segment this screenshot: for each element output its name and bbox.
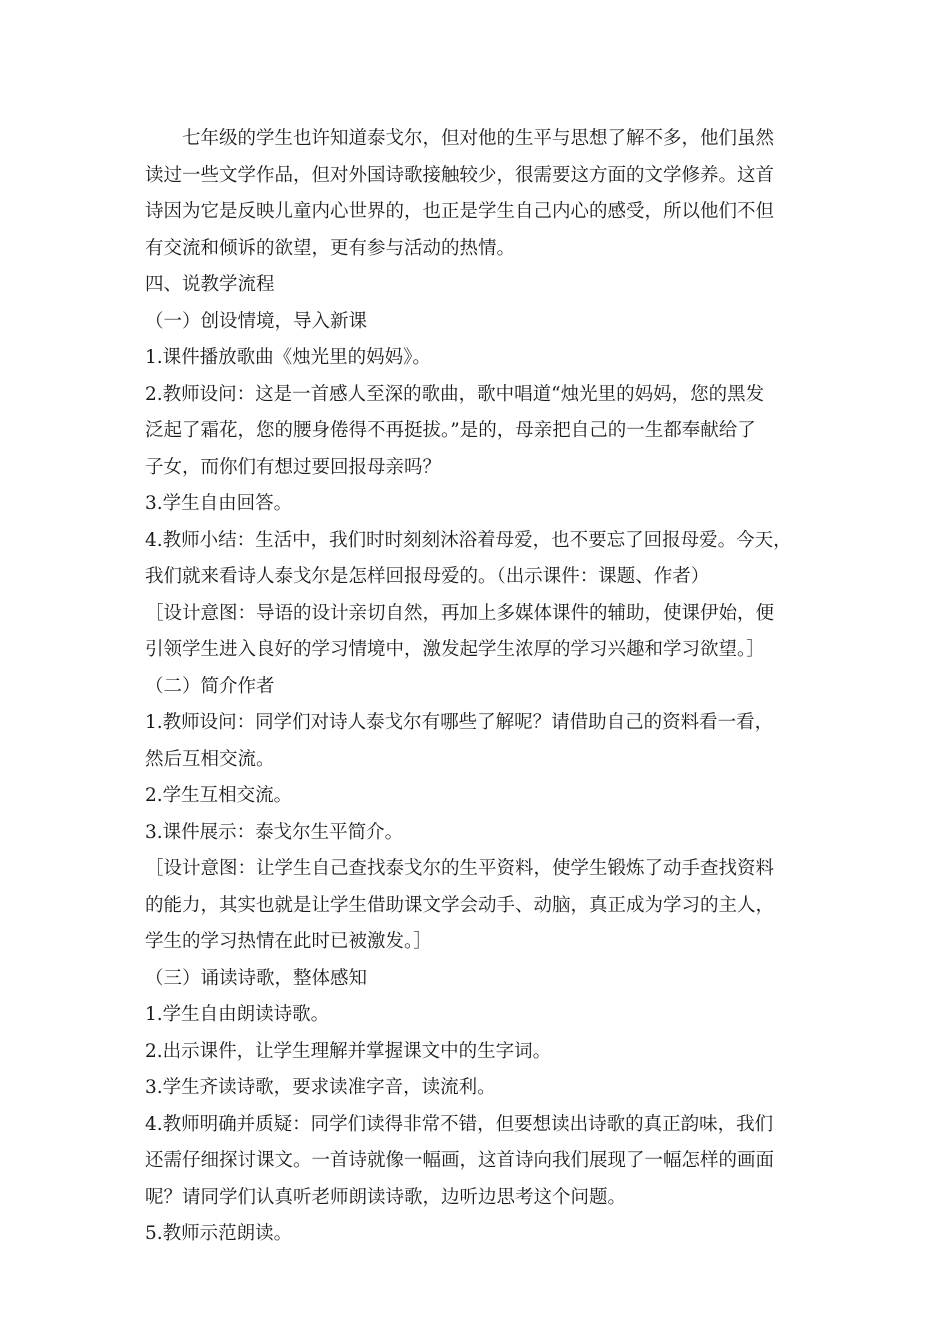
paragraph-line: 七年级的学生也许知道泰戈尔，但对他的生平与思想了解不多，他们虽然 [182, 128, 775, 149]
design-intent-note-continuation: 引领学生进入良好的学习情境中，激发起学生浓厚的学习兴趣和学习欲望。］ [145, 639, 765, 660]
design-intent-note-continuation: 学生的学习热情在此时已被激发。］ [145, 931, 432, 952]
list-item: 3.学生齐读诗歌，要求读准字音，读流利。 [145, 1077, 496, 1098]
document-body [145, 121, 805, 1253]
subsection-heading: （一）创设情境，导入新课 [145, 310, 368, 332]
list-item: 4.教师明确并质疑：同学们读得非常不错，但要想读出诗歌的真正韵味，我们 [145, 1113, 774, 1135]
list-item-continuation: 呢？请同学们认真听老师朗读诗歌，边听边思考这个问题。 [145, 1186, 627, 1208]
list-item: 4.教师小结：生活中，我们时时刻刻沐浴着母爱，也不要忘了回报母爱。今天， [145, 529, 792, 551]
list-item: 1.课件播放歌曲《烛光里的妈妈》。 [145, 347, 431, 368]
subsection-heading: （二）简介作者 [145, 675, 275, 697]
list-item-continuation: 子女，而你们有想过要回报母亲吗？ [145, 456, 442, 478]
paragraph-line: 有交流和倾诉的欲望，更有参与活动的热情。 [145, 237, 516, 259]
list-item-continuation: 我们就来看诗人泰戈尔是怎样回报母爱的。（出示课件：课题、作者） [145, 566, 710, 587]
subsection-heading: （三）诵读诗歌，整体感知 [145, 967, 368, 989]
list-item: 2.学生互相交流。 [145, 785, 293, 806]
list-item: 3.课件展示：泰戈尔生平简介。 [145, 821, 404, 843]
design-intent-note-continuation: 的能力，其实也就是让学生借助课文学会动手、动脑，真正成为学习的主人， [145, 894, 775, 916]
design-intent-note: ［设计意图：导语的设计亲切自然，再加上多媒体课件的辅助，使课伊始，便 [145, 602, 775, 624]
list-item-continuation: 泛起了霜花，您的腰身倦得不再挺拔。”是的，母亲把自己的一生都奉献给了 [145, 420, 756, 441]
list-item: 2.教师设问：这是一首感人至深的歌曲，歌中唱道“烛光里的妈妈，您的黑发 [145, 383, 765, 405]
list-item: 2.出示课件，让学生理解并掌握课文中的生字词。 [145, 1040, 552, 1062]
list-item-continuation: 然后互相交流。 [145, 748, 275, 770]
design-intent-note: ［设计意图：让学生自己查找泰戈尔的生平资料，使学生锻炼了动手查找资料 [145, 858, 775, 879]
list-item: 3.学生自由回答。 [145, 493, 293, 514]
paragraph-line: 诗因为它是反映儿童内心世界的，也正是学生自己内心的感受，所以他们不但 [145, 201, 775, 222]
list-item: 5.教师示范朗读。 [145, 1223, 293, 1244]
section-heading: 四、说教学流程 [145, 274, 275, 295]
list-item: 1.学生自由朗读诗歌。 [145, 1004, 330, 1025]
paragraph-line: 读过一些文学作品，但对外国诗歌接触较少，很需要这方面的文学修养。这首 [145, 164, 775, 186]
list-item-continuation: 还需仔细探讨课文。一首诗就像一幅画，这首诗向我们展现了一幅怎样的画面 [145, 1150, 775, 1171]
list-item: 1.教师设问：同学们对诗人泰戈尔有哪些了解呢？请借助自己的资料看一看， [145, 712, 774, 733]
